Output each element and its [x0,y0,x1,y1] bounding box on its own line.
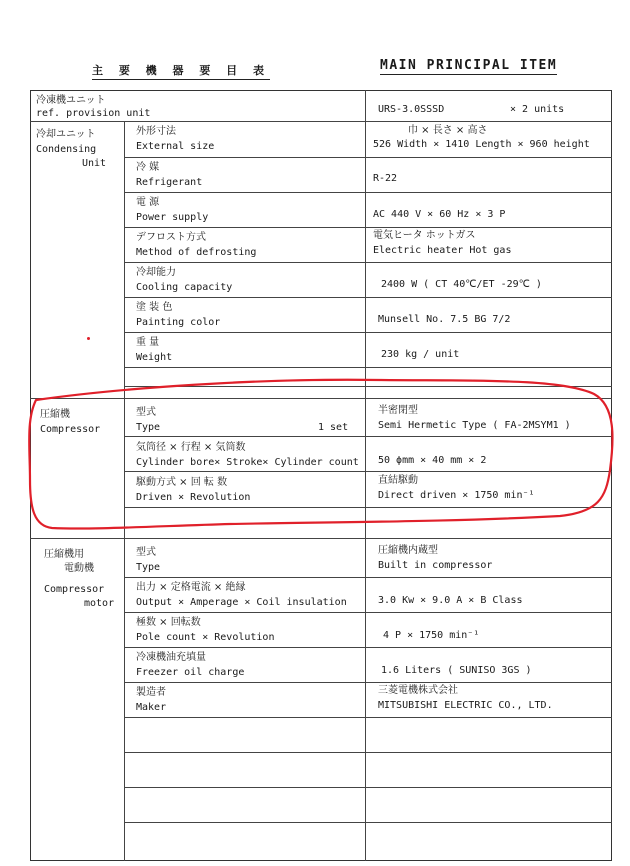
row-line [124,682,612,683]
stray-mark [87,337,90,340]
item-label-en: Weight [136,352,173,363]
item-label-jp: 冷却能力 [136,267,176,278]
item-value-jp: 電気ヒータ ホットガス [373,230,476,241]
item-label-en: Method of defrosting [136,247,257,258]
row-line [124,192,612,193]
item-value-en: 3.0 Kw × 9.0 A × B Class [378,595,523,606]
condensing-label-en2: Unit [82,158,107,169]
row-line [124,332,612,333]
item-quantity: 1 set [318,422,349,433]
item-label-jp: 型式 [136,547,156,558]
section-line [30,538,612,539]
item-label-en: Freezer oil charge [136,667,245,678]
item-value-en: Built in compressor [378,560,493,571]
item-label-en: Pole count × Revolution [136,632,275,643]
document-title-jp: 主 要 機 器 要 目 表 [92,62,270,80]
row-line [124,612,612,613]
motor-label-en2: motor [84,598,115,609]
row-line [124,157,612,158]
ref-unit-label-en: ref. provision unit [36,108,151,119]
column-divider-label [124,121,125,861]
item-label-jp: 製造者 [136,687,166,698]
row-line [124,262,612,263]
compressor-label-jp: 圧縮機 [40,409,70,420]
row-line [124,507,612,508]
item-label-jp: 外形寸法 [136,126,176,137]
item-label-jp: 塗 装 色 [136,302,173,313]
document-title-en: MAIN PRINCIPAL ITEM [380,58,558,73]
column-divider-value [365,90,366,861]
item-label-en: Cooling capacity [136,282,233,293]
item-value-en: 2400 W ( CT 40℃/ET -29℃ ) [381,279,542,290]
motor-label-jp: 圧縮機用 [44,549,84,560]
item-label-jp: 冷 媒 [136,162,160,173]
condensing-label-en: Condensing [36,144,97,155]
item-value-jp: 直結駆動 [378,475,418,486]
item-label-jp: 気筒径 × 行程 × 気筒数 [136,442,246,453]
row-line [124,227,612,228]
row-line [124,386,612,387]
item-label-en: Refrigerant [136,177,203,188]
item-label-jp: 冷凍機油充填量 [136,652,206,663]
row-line [124,717,612,718]
item-value-en: 50 ϕmm × 40 mm × 2 [378,455,487,466]
item-label-jp: 出力 × 定格電流 × 絶縁 [136,582,246,593]
item-value-en: Electric heater Hot gas [373,245,512,256]
row-line [124,752,612,753]
item-value-en: 526 Width × 1410 Length × 960 height [373,139,590,150]
motor-label-jp2: 電動機 [64,563,94,574]
item-value-jp: 圧縮機内蔵型 [378,545,438,556]
item-value-jp: 半密閉型 [378,405,418,416]
item-label-en: Maker [136,702,167,713]
item-label-jp: 重 量 [136,337,160,348]
item-label-jp: 駆動方式 × 回 転 数 [136,477,228,488]
motor-label-en: Compressor [44,584,105,595]
item-label-jp: デフロスト方式 [136,232,206,243]
item-label-jp: 極数 × 回転数 [136,617,201,628]
ref-unit-label-jp: 冷凍機ユニット [36,95,106,106]
item-label-en: Cylinder bore× Stroke× Cylinder count [136,457,359,468]
item-value-en: Munsell No. 7.5 BG 7/2 [378,314,511,325]
compressor-label-en: Compressor [40,424,101,435]
ref-unit-model: URS-3.0SSSD [378,104,445,115]
row-line [124,436,612,437]
item-value-en: Direct driven × 1750 min⁻¹ [378,490,535,501]
ref-unit-qty: × 2 units [510,104,565,115]
item-value-en: AC 440 V × 60 Hz × 3 P [373,209,506,220]
row-line [124,577,612,578]
item-label-jp: 型式 [136,407,156,418]
item-label-en: Type [136,422,161,433]
item-value-en: 4 P × 1750 min⁻¹ [383,630,480,641]
row-line [124,647,612,648]
item-label-en: Power supply [136,212,209,223]
item-value-en: MITSUBISHI ELECTRIC CO., LTD. [378,700,553,711]
section-line [30,398,612,399]
item-value-en: Semi Hermetic Type ( FA-2MSYM1 ) [378,420,571,431]
item-label-en: Painting color [136,317,221,328]
row-line [124,787,612,788]
item-label-en: Output × Amperage × Coil insulation [136,597,347,608]
row-line [124,471,612,472]
item-value-en: 230 kg / unit [381,349,460,360]
row-line [30,121,612,122]
item-label-jp: 電 源 [136,197,160,208]
item-label-en: Driven × Revolution [136,492,251,503]
condensing-label-jp: 冷却ユニット [36,129,96,140]
item-value-jp: 三菱電機株式会社 [378,685,458,696]
item-value-en: 1.6 Liters ( SUNISO 3GS ) [381,665,532,676]
spec-table [30,90,612,861]
row-line [124,367,612,368]
row-line [124,822,612,823]
item-value-jp: 巾 × 長さ × 高さ [408,125,488,136]
item-label-en: External size [136,141,215,152]
row-line [124,297,612,298]
item-label-en: Type [136,562,161,573]
item-value-en: R-22 [373,173,398,184]
